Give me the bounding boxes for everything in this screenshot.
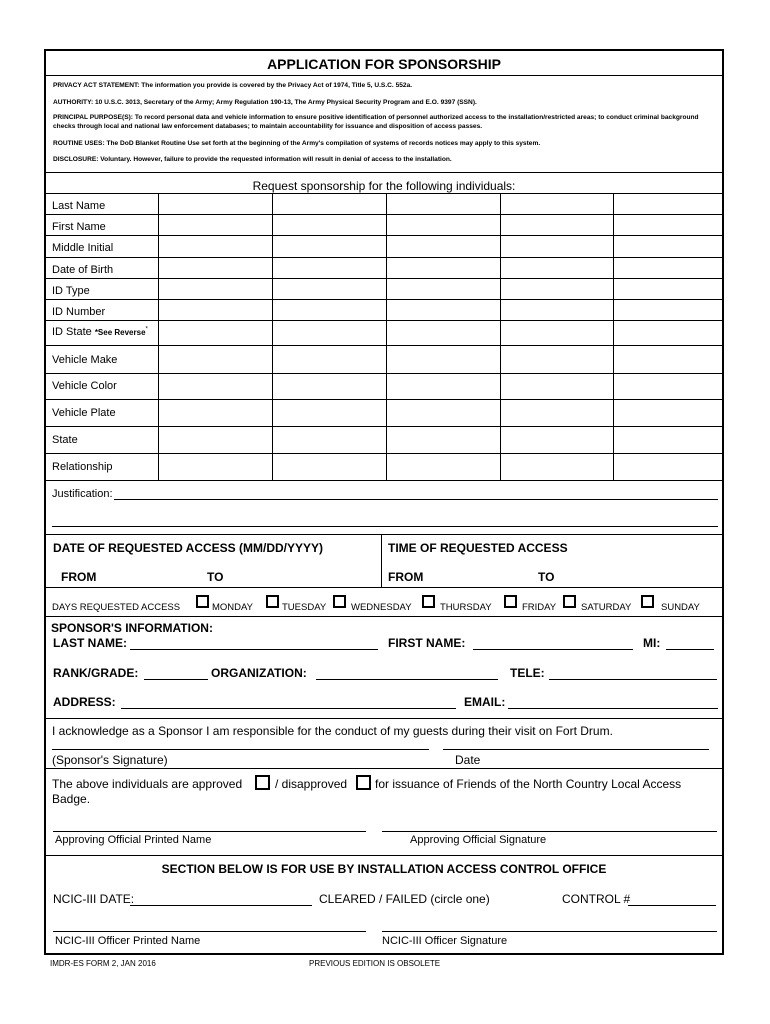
authority-statement: AUTHORITY: 10 U.S.C. 3013, Secretary of the Army; Army Regulation 190-13, The Army Physical Security Program and E.O. 9397 (SSN).	[53, 99, 477, 106]
sponsor-address-label: ADDRESS:	[53, 695, 116, 709]
routine-uses-statement: ROUTINE USES: The DoD Blanket Routine Use set forth at the beginning of the Army's compilation of systems of records notices may apply to this system.	[53, 140, 541, 147]
sponsor-first-name-field[interactable]	[473, 649, 633, 650]
row-label-id-type: ID Type	[52, 285, 90, 297]
divider	[46, 855, 722, 856]
sponsor-email-field[interactable]	[508, 708, 718, 709]
wednesday-label: WEDNESDAY	[351, 602, 412, 613]
sponsor-last-name-field[interactable]	[130, 649, 378, 650]
tuesday-checkbox[interactable]	[266, 595, 279, 608]
grid-line	[46, 235, 722, 236]
approved-checkbox[interactable]	[255, 775, 270, 790]
friday-checkbox[interactable]	[504, 595, 517, 608]
divider	[46, 534, 722, 535]
grid-line	[46, 480, 722, 481]
id-state-text: ID State	[52, 326, 92, 338]
obsolete-notice: PREVIOUS EDITION IS OBSOLETE	[309, 959, 441, 968]
row-label-vehicle-color: Vehicle Color	[52, 380, 117, 392]
cleared-failed-text: CLEARED / FAILED (circle one)	[319, 892, 490, 906]
grid-line	[613, 193, 614, 480]
grid-line	[386, 193, 387, 480]
thursday-label: THURSDAY	[440, 602, 492, 613]
grid-line	[46, 257, 722, 258]
row-label-id-number: ID Number	[52, 306, 106, 318]
grid-line	[46, 453, 722, 454]
installation-section-header: SECTION BELOW IS FOR USE BY INSTALLATION ACCESS CONTROL OFFICE	[161, 862, 607, 876]
grid-line	[46, 320, 722, 321]
row-label-state: State	[52, 434, 78, 446]
thursday-checkbox[interactable]	[422, 595, 435, 608]
ncic-date-label: NCIC-III DATE:	[53, 892, 135, 906]
monday-checkbox[interactable]	[196, 595, 209, 608]
privacy-act-statement: PRIVACY ACT STATEMENT: The information you provide is covered by the Privacy Act of 1974, Title 5, U.S.C. 552a.	[53, 82, 413, 89]
saturday-label: SATURDAY	[581, 602, 632, 613]
request-header: Request sponsorship for the following individuals:	[252, 179, 516, 193]
sponsor-tele-label: TELE:	[510, 666, 545, 680]
days-requested-label: DAYS REQUESTED ACCESS	[52, 602, 181, 613]
disclosure-statement: DISCLOSURE: Voluntary. However, failure to provide the requested information will result in denial of access to the installation.	[53, 156, 452, 163]
sponsorship-form	[44, 49, 724, 955]
sponsor-rank-label: RANK/GRADE:	[53, 666, 139, 680]
date-to-label: TO	[207, 570, 224, 584]
sponsor-date-line[interactable]	[443, 749, 709, 750]
time-requested-label: TIME OF REQUESTED ACCESS	[388, 541, 568, 555]
divider	[46, 718, 722, 719]
divider	[46, 768, 722, 769]
date-requested-label: DATE OF REQUESTED ACCESS (MM/DD/YYYY)	[53, 541, 324, 555]
divider	[46, 172, 722, 173]
approving-official-signature-label: Approving Official Signature	[410, 834, 547, 846]
sponsor-date-label: Date	[455, 753, 481, 767]
row-label-id-state	[52, 326, 148, 338]
see-reverse-note: *See Reverse	[94, 328, 146, 337]
form-title: APPLICATION FOR SPONSORSHIP	[267, 56, 501, 72]
row-label-vehicle-make: Vehicle Make	[52, 354, 118, 366]
row-label-middle-initial: Middle Initial	[52, 242, 114, 254]
row-label-vehicle-plate: Vehicle Plate	[52, 407, 116, 419]
disapproved-checkbox[interactable]	[356, 775, 371, 790]
sponsor-signature-label: (Sponsor's Signature)	[52, 753, 168, 767]
sponsor-email-label: EMAIL:	[464, 695, 506, 709]
sponsor-signature-line[interactable]	[52, 749, 429, 750]
grid-line	[46, 299, 722, 300]
sponsor-tele-field[interactable]	[549, 679, 717, 680]
sponsor-mi-field[interactable]	[666, 649, 714, 650]
sponsor-organization-label: ORGANIZATION:	[211, 666, 307, 680]
approving-official-signature-line[interactable]	[382, 831, 717, 832]
monday-label: MONDAY	[212, 602, 253, 613]
justification-line-1[interactable]	[114, 499, 718, 500]
ncic-officer-signature-label: NCIC-III Officer Signature	[382, 935, 508, 947]
grid-line	[46, 345, 722, 346]
control-number-field[interactable]	[628, 905, 716, 906]
sponsor-organization-field[interactable]	[316, 679, 498, 680]
grid-line	[46, 399, 722, 400]
approved-text: The above individuals are approved	[52, 777, 243, 791]
sponsor-info-header: SPONSOR'S INFORMATION:	[51, 621, 213, 635]
wednesday-checkbox[interactable]	[333, 595, 346, 608]
sunday-label: SUNDAY	[661, 602, 700, 613]
grid-line	[46, 193, 722, 194]
justification-label: Justification:	[52, 488, 113, 500]
row-label-last-name: Last Name	[52, 200, 106, 212]
friday-label: FRIDAY	[522, 602, 557, 613]
approving-official-name-label: Approving Official Printed Name	[55, 834, 212, 846]
grid-line	[46, 373, 722, 374]
row-label-first-name: First Name	[52, 221, 106, 233]
badge-text: Badge.	[52, 792, 91, 806]
grid-line	[272, 193, 273, 480]
grid-line	[158, 193, 159, 480]
ncic-date-field[interactable]	[130, 905, 312, 906]
sunday-checkbox[interactable]	[641, 595, 654, 608]
ncic-officer-signature-line[interactable]	[382, 931, 717, 932]
justification-line-2[interactable]	[52, 526, 718, 527]
date-from-label: FROM	[61, 570, 97, 584]
principal-purpose-statement: PRINCIPAL PURPOSE(S): To record personal data and vehicle information to ensure positive identification of personnel authorized access to the installation/restricted areas; to conduct criminal background checks through local and national law enforcement databases; to maintain accountability for issuance and disposition of access passes.	[53, 114, 699, 130]
row-label-dob: Date of Birth	[52, 264, 114, 276]
divider	[46, 587, 722, 588]
grid-line	[46, 426, 722, 427]
sponsor-last-name-label: LAST NAME:	[53, 636, 127, 650]
control-number-label: CONTROL #	[562, 892, 631, 906]
sponsor-rank-field[interactable]	[144, 679, 208, 680]
ncic-officer-name-label: NCIC-III Officer Printed Name	[55, 935, 201, 947]
disapproved-text: / disapproved	[275, 777, 348, 791]
sponsor-mi-label: MI:	[643, 636, 661, 650]
ncic-officer-name-line[interactable]	[53, 931, 366, 932]
tuesday-label: TUESDAY	[282, 602, 327, 613]
divider	[46, 75, 722, 76]
grid-line	[500, 193, 501, 480]
acknowledgement-text: I acknowledge as a Sponsor I am responsible for the conduct of my guests during their visit on Fort Drum.	[52, 724, 613, 738]
grid-line	[46, 278, 722, 279]
sponsor-address-field[interactable]	[121, 708, 456, 709]
form-id: IMDR-ES FORM 2, JAN 2016	[50, 959, 156, 968]
row-label-relationship: Relationship	[52, 461, 113, 473]
divider	[46, 616, 722, 617]
saturday-checkbox[interactable]	[563, 595, 576, 608]
approval-purpose-text: for issuance of Friends of the North Country Local Access	[375, 777, 682, 791]
sponsor-first-name-label: FIRST NAME:	[388, 636, 466, 650]
grid-line	[46, 214, 722, 215]
approving-official-name-line[interactable]	[53, 831, 366, 832]
grid-line	[381, 534, 382, 587]
time-to-label: TO	[538, 570, 555, 584]
divider	[46, 953, 722, 954]
time-from-label: FROM	[388, 570, 424, 584]
note-asterisk: *	[145, 326, 148, 333]
